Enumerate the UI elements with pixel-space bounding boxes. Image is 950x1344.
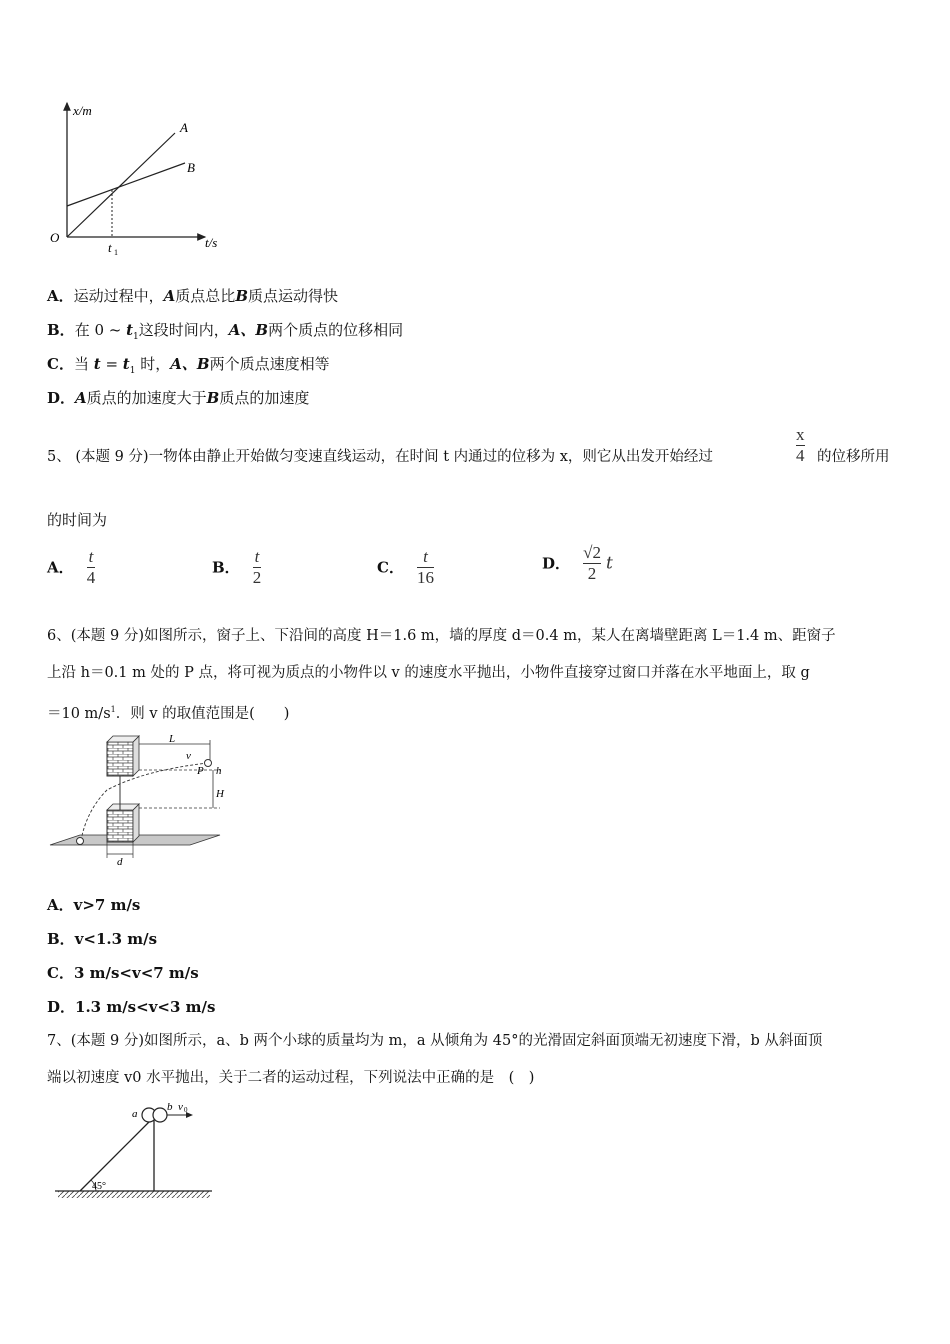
xt-graph bbox=[40, 95, 240, 265]
q5-option-b: B． $\frac{t}{2}$ bbox=[212, 547, 262, 587]
t1-subscript: 1 bbox=[114, 248, 118, 257]
lower-wall-top bbox=[107, 804, 139, 810]
label-v: v bbox=[186, 750, 191, 762]
label-p: P bbox=[197, 765, 204, 777]
y-axis-label: x/m bbox=[73, 103, 92, 118]
q4-option-b: B．在 0 ~ $t_1$这段时间内，A、B两个质点的位移相同 bbox=[47, 321, 404, 342]
incline-figure bbox=[50, 1095, 220, 1207]
q6-option-b: B．v<1.3 m/s bbox=[47, 930, 158, 948]
ball-start bbox=[205, 760, 212, 767]
label-d: d bbox=[117, 856, 123, 868]
line-b-label: B bbox=[187, 160, 195, 175]
q4-option-a: A．运动过程中，A质点总比B质点运动得快 bbox=[47, 287, 339, 305]
q6-option-c: C．3 m/s<v<7 m/s bbox=[47, 964, 199, 982]
ball-landing bbox=[77, 838, 84, 845]
lower-wall-side bbox=[133, 804, 139, 842]
ball-b bbox=[153, 1108, 167, 1122]
q5-stem-tail: 的位移所用 bbox=[817, 449, 890, 465]
q5-option-a: A． $\frac{t}{4}$ bbox=[47, 547, 96, 587]
label-b: b bbox=[167, 1101, 173, 1113]
q6-stem-line3: ＝10 $m/s^1$．则 v 的取值范围是( ) bbox=[47, 705, 290, 722]
q5-option-d: D． $\frac{√2}{2}$ t bbox=[542, 543, 613, 583]
label-a: a bbox=[132, 1108, 138, 1120]
label-h-small: h bbox=[216, 765, 222, 777]
incline-surface bbox=[80, 1119, 152, 1191]
label-v0-subscript: 0 bbox=[184, 1106, 188, 1114]
ground-hatch bbox=[58, 1191, 210, 1198]
line-b bbox=[67, 163, 185, 206]
q6-stem-line1: 6、(本题 9 分)如图所示，窗子上、下沿间的高度 H＝1.6 m，墙的厚度 d＝0.4 m，某人在离墙壁距离 L＝1.4 m、距窗子 bbox=[47, 628, 836, 644]
label-v0: v bbox=[178, 1101, 183, 1113]
q5-option-c: C． $\frac{t}{16}$ bbox=[377, 547, 435, 587]
q4-option-d: D．A质点的加速度大于B质点的加速度 bbox=[47, 389, 310, 407]
q7-stem-line2: 端以初速度 v0 水平抛出，关于二者的运动过程，下列说法中正确的是 ( ) bbox=[47, 1070, 535, 1086]
label-h-large: H bbox=[216, 788, 224, 800]
q5-stem-line1: 5、 (本题 9 分)一物体由静止开始做匀变速直线运动，在时间 t 内通过的位移为 x，则它从出发开始经过 bbox=[47, 449, 713, 465]
q5-stem-line2: 的时间为 bbox=[47, 511, 108, 529]
q5-fraction-x-over-4 bbox=[796, 425, 805, 466]
q5-frac-den: 4 bbox=[796, 446, 805, 465]
label-l: L bbox=[169, 733, 176, 745]
line-a-label: A bbox=[180, 120, 188, 135]
x-axis-label: t/s bbox=[205, 235, 218, 250]
upper-wall-top bbox=[107, 736, 139, 742]
upper-wall bbox=[107, 742, 133, 776]
q7-stem-line1: 7、(本题 9 分)如图所示，a、b 两个小球的质量均为 m，a 从倾角为 45°的光滑固定斜面顶端无初速度下滑，b 从斜面顶 bbox=[47, 1033, 823, 1049]
lower-wall bbox=[107, 810, 133, 842]
q6-stem-line2: 上沿 h＝0.1 m 处的 P 点，将可视为质点的小物件以 v 的速度水平抛出，小物件直接穿过窗口并落在水平地面上，取 g bbox=[47, 665, 810, 681]
q6-option-d: D．1.3 m/s<v<3 m/s bbox=[47, 998, 216, 1016]
line-a bbox=[67, 133, 175, 237]
upper-wall-side bbox=[133, 736, 139, 776]
origin-label: O bbox=[50, 230, 60, 245]
trajectory bbox=[81, 763, 208, 840]
t1-label: t bbox=[108, 240, 112, 255]
q5-frac-num: x bbox=[796, 425, 805, 444]
q4-option-c: C．当 $t = t_1$ 时，A、B两个质点速度相等 bbox=[47, 355, 330, 376]
label-angle: 45° bbox=[92, 1181, 106, 1192]
q6-option-a: A．v>7 m/s bbox=[47, 896, 141, 914]
window-wall-figure bbox=[45, 730, 225, 870]
